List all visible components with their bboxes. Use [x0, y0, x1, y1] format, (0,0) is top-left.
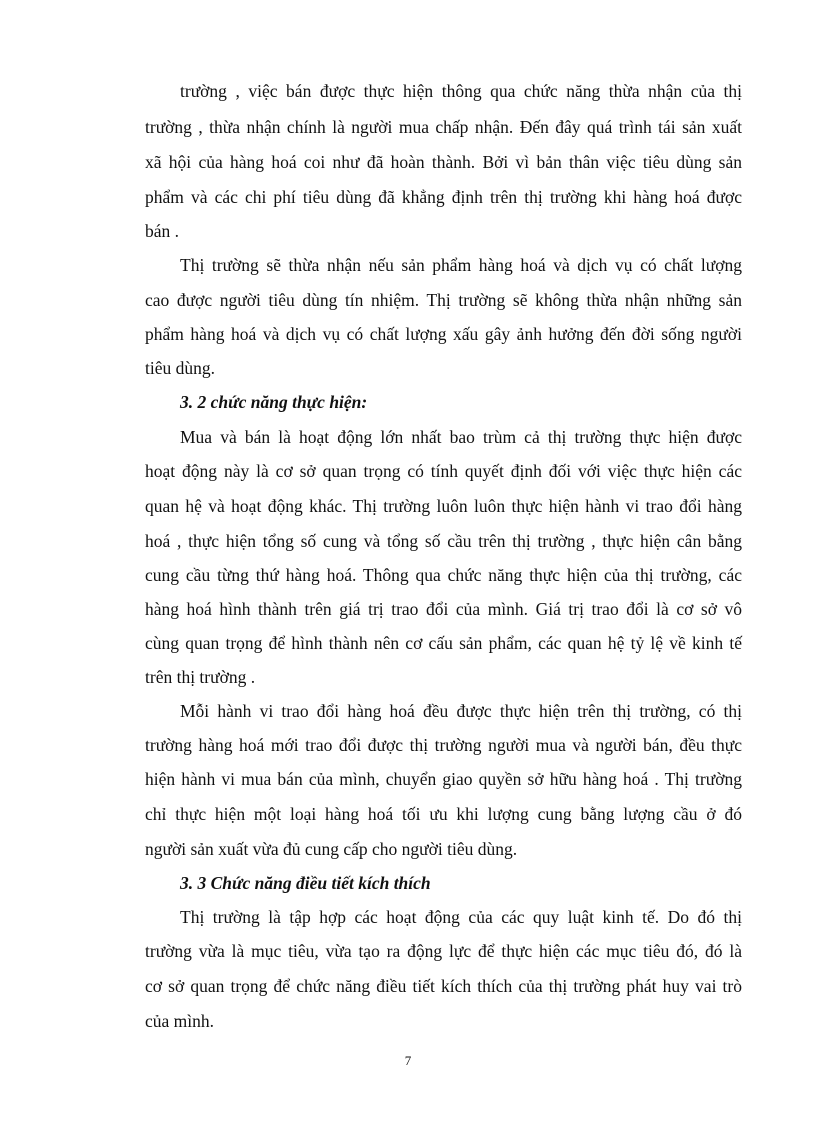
text-line: Mua và bán là hoạt động lớn nhất bao trùm cả thị trường thực hiện được [180, 427, 742, 447]
text-line: bán . [145, 221, 180, 241]
text-line: cơ sở quan trọng để chức năng điều tiết kích thích của thị trường phát huy vai trò [145, 976, 742, 996]
text-line: Thị trường sẽ thừa nhận nếu sản phẩm hàng hoá và dịch vụ có chất lượng [180, 255, 742, 275]
page-number: 7 [404, 1053, 412, 1068]
section-heading: 3. 2 chức năng thực hiện: [180, 392, 368, 412]
text-line: Mỗi hành vi trao đổi hàng hoá đều được thực hiện trên thị trường, có thị [180, 701, 742, 721]
text-line: trường hàng hoá mới trao đổi được thị trường người mua và người bán, đều thực [145, 735, 742, 755]
text-line: phẩm và các chi phí tiêu dùng đã khẳng định trên thị trường khi hàng hoá được [145, 187, 742, 207]
text-line: xã hội của hàng hoá coi như đã hoàn thành. Bởi vì bản thân việc tiêu dùng sản [145, 152, 742, 172]
text-line: cùng quan trọng để hình thành nên cơ cấu sản phẩm, các quan hệ tỷ lệ về kinh tế [145, 633, 742, 653]
text-line: cao được người tiêu dùng tín nhiệm. Thị trường sẽ không thừa nhận những sản [145, 290, 742, 310]
text-line: phẩm hàng hoá và dịch vụ có chất lượng xấu gây ảnh hưởng đến đời sống người [145, 324, 742, 344]
text-line: hoạt động này là cơ sở quan trọng có tính quyết định đối với việc thực hiện các [145, 461, 742, 481]
text-line: người sản xuất vừa đủ cung cấp cho người tiêu dùng. [145, 839, 518, 859]
text-line: tiêu dùng. [145, 358, 215, 378]
text-line: Thị trường là tập hợp các hoạt động của các quy luật kinh tế. Do đó thị [180, 907, 742, 927]
text-line: quan hệ và hoạt động khác. Thị trường luôn luôn thực hiện hành vi trao đổi hàng [145, 496, 742, 516]
text-line: hiện hành vi mua bán của mình, chuyển giao quyền sở hữu hàng hoá . Thị trường [145, 769, 742, 789]
text-line: cung cầu từng thứ hàng hoá. Thông qua chức năng thực hiện của thị trường, các [145, 565, 742, 585]
text-line: hoá , thực hiện tổng số cung và tổng số cầu trên thị trường , thực hiện cân bằng [145, 531, 742, 551]
text-line: trường vừa là mục tiêu, vừa tạo ra động lực để thực hiện các mục tiêu đó, đó là [145, 941, 742, 961]
text-line: chỉ thực hiện một loại hàng hoá tối ưu khi lượng cung bằng lượng cầu ở đó [145, 804, 742, 824]
text-line: trên thị trường . [145, 667, 256, 687]
section-heading: 3. 3 Chức năng điều tiết kích thích [180, 873, 431, 893]
text-line: của mình. [145, 1011, 215, 1031]
text-line: hàng hoá hình thành trên giá trị trao đổi của mình. Giá trị trao đổi là cơ sở vô [145, 599, 742, 619]
text-line: trường , thừa nhận chính là người mua chấp nhận. Đến đây quá trình tái sản xuất [145, 117, 742, 137]
text-line: trường , việc bán được thực hiện thông qua chức năng thừa nhận của thị [180, 81, 742, 101]
